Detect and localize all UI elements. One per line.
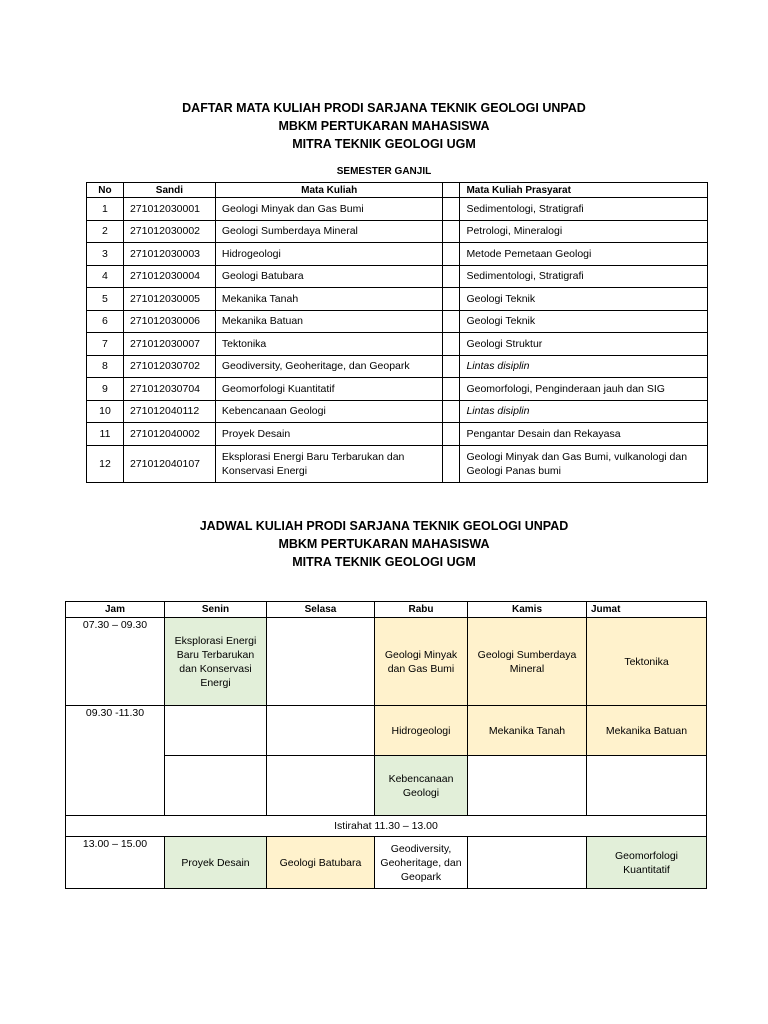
course-row: [87, 220, 708, 243]
semester-label: SEMESTER GANJIL: [336, 166, 432, 177]
course-row: [87, 310, 708, 333]
course-sandi: 271012040002: [123, 423, 215, 446]
course-row: [87, 378, 708, 401]
course-row: [87, 355, 708, 378]
course-row: [87, 333, 708, 356]
course-prasyarat: Geologi Struktur: [460, 333, 708, 356]
course-name: Proyek Desain: [215, 423, 443, 446]
course-spacer: [443, 288, 460, 311]
course-spacer: [443, 333, 460, 356]
schedule-row: [66, 706, 707, 756]
course-no: 9: [87, 378, 124, 401]
schedule-cell-senin: Eksplorasi Energi Baru Terbarukan dan Konservasi Energi: [165, 618, 267, 706]
schedule-row: [66, 618, 707, 706]
course-spacer: [443, 310, 460, 333]
course-name: Geomorfologi Kuantitatif: [215, 378, 443, 401]
course-spacer: [443, 423, 460, 446]
schedule-cell-senin: [165, 756, 267, 816]
schedule-cell-senin: [165, 706, 267, 756]
schedule-cell-selasa: [267, 618, 375, 706]
course-row: [87, 198, 708, 221]
course-no: 11: [87, 423, 124, 446]
course-sandi: 271012040112: [123, 400, 215, 423]
course-name: Hidrogeologi: [215, 243, 443, 266]
schedule-cell-rabu: Geologi Minyak dan Gas Bumi: [375, 618, 468, 706]
course-row: [87, 265, 708, 288]
break-row: [66, 816, 707, 837]
course-row: [87, 243, 708, 266]
course-prasyarat: Petrologi, Mineralogi: [460, 220, 708, 243]
course-prasyarat: Pengantar Desain dan Rekayasa: [460, 423, 708, 446]
title-line: MITRA TEKNIK GEOLOGI UGM: [292, 555, 476, 569]
course-name: Mekanika Tanah: [215, 288, 443, 311]
course-table: [86, 182, 708, 483]
header-rabu: Rabu: [375, 602, 468, 618]
schedule-cell-jumat: [587, 756, 707, 816]
course-spacer: [443, 198, 460, 221]
schedule-cell-kamis: Geologi Sumberdaya Mineral: [468, 618, 587, 706]
header-sandi: Sandi: [123, 183, 215, 198]
schedule-row: [66, 837, 707, 889]
course-no: 4: [87, 265, 124, 288]
title-line: JADWAL KULIAH PRODI SARJANA TEKNIK GEOLOGI UNPAD: [199, 519, 569, 533]
course-name: Geologi Minyak dan Gas Bumi: [215, 198, 443, 221]
course-no: 8: [87, 355, 124, 378]
course-sandi: 271012030702: [123, 355, 215, 378]
course-no: 1: [87, 198, 124, 221]
header-selasa: Selasa: [267, 602, 375, 618]
course-no: 3: [87, 243, 124, 266]
course-no: 10: [87, 400, 124, 423]
course-sandi: 271012030007: [123, 333, 215, 356]
course-sandi: 271012030704: [123, 378, 215, 401]
header-spacer: [443, 183, 460, 198]
time-cell: 07.30 – 09.30: [66, 618, 165, 706]
course-spacer: [443, 243, 460, 266]
course-prasyarat: Geologi Minyak dan Gas Bumi, vulkanologi dan Geologi Panas bumi: [460, 445, 708, 482]
course-name: Eksplorasi Energi Baru Terbarukan dan Konservasi Energi: [215, 445, 443, 482]
course-list-title: [0, 99, 768, 153]
time-cell: 09.30 -11.30: [66, 706, 165, 816]
course-row: [87, 400, 708, 423]
course-name: Geodiversity, Geoheritage, dan Geopark: [215, 355, 443, 378]
course-row: [87, 423, 708, 446]
course-sandi: 271012030003: [123, 243, 215, 266]
header-no: No: [87, 183, 124, 198]
break-cell: Istirahat 11.30 – 13.00: [66, 816, 707, 837]
course-no: 5: [87, 288, 124, 311]
schedule-cell-kamis: [468, 756, 587, 816]
course-sandi: 271012030002: [123, 220, 215, 243]
course-no: 2: [87, 220, 124, 243]
schedule-header: [66, 602, 707, 618]
header-jam: Jam: [66, 602, 165, 618]
schedule-cell-jumat: Tektonika: [587, 618, 707, 706]
course-name: Geologi Sumberdaya Mineral: [215, 220, 443, 243]
course-sandi: 271012030005: [123, 288, 215, 311]
title-line: MBKM PERTUKARAN MAHASISWA: [278, 119, 490, 133]
course-name: Tektonika: [215, 333, 443, 356]
course-row: [87, 288, 708, 311]
course-spacer: [443, 220, 460, 243]
course-name: Kebencanaan Geologi: [215, 400, 443, 423]
time-cell: 13.00 – 15.00: [66, 837, 165, 889]
schedule-title: [0, 517, 768, 571]
schedule-cell-rabu: Geodiversity, Geoheritage, dan Geopark: [375, 837, 468, 889]
course-table-body: [87, 198, 708, 483]
course-spacer: [443, 400, 460, 423]
course-no: 7: [87, 333, 124, 356]
schedule-table: [65, 601, 707, 889]
title-line: MITRA TEKNIK GEOLOGI UGM: [292, 137, 476, 151]
course-prasyarat: Geomorfologi, Penginderaan jauh dan SIG: [460, 378, 708, 401]
header-senin: Senin: [165, 602, 267, 618]
course-name: Geologi Batubara: [215, 265, 443, 288]
course-prasyarat: Sedimentologi, Stratigrafi: [460, 198, 708, 221]
course-sandi: 271012030004: [123, 265, 215, 288]
course-no: 6: [87, 310, 124, 333]
schedule-cell-selasa: [267, 706, 375, 756]
schedule-cell-selasa: [267, 756, 375, 816]
course-prasyarat: Geologi Teknik: [460, 288, 708, 311]
course-sandi: 271012030006: [123, 310, 215, 333]
schedule-cell-kamis: [468, 837, 587, 889]
schedule-cell-rabu: Hidrogeologi: [375, 706, 468, 756]
schedule-cell-senin: Proyek Desain: [165, 837, 267, 889]
title-line: DAFTAR MATA KULIAH PRODI SARJANA TEKNIK GEOLOGI UNPAD: [182, 101, 586, 115]
course-spacer: [443, 445, 460, 482]
schedule-cell-jumat: Mekanika Batuan: [587, 706, 707, 756]
schedule-cell-kamis: Mekanika Tanah: [468, 706, 587, 756]
schedule-cell-jumat: Geomorfologi Kuantitatif: [587, 837, 707, 889]
title-line: MBKM PERTUKARAN MAHASISWA: [278, 537, 490, 551]
course-prasyarat: Lintas disiplin: [460, 355, 708, 378]
course-prasyarat: Lintas disiplin: [460, 400, 708, 423]
header-kamis: Kamis: [468, 602, 587, 618]
course-spacer: [443, 355, 460, 378]
schedule-cell-rabu: Kebencanaan Geologi: [375, 756, 468, 816]
header-prasyarat: Mata Kuliah Prasyarat: [460, 183, 708, 198]
course-row: [87, 445, 708, 482]
course-name: Mekanika Batuan: [215, 310, 443, 333]
course-sandi: 271012040107: [123, 445, 215, 482]
header-jumat: Jumat: [587, 602, 707, 618]
course-no: 12: [87, 445, 124, 482]
course-spacer: [443, 378, 460, 401]
course-table-header: [87, 183, 708, 198]
schedule-cell-selasa: Geologi Batubara: [267, 837, 375, 889]
course-sandi: 271012030001: [123, 198, 215, 221]
course-prasyarat: Metode Pemetaan Geologi: [460, 243, 708, 266]
course-prasyarat: Sedimentologi, Stratigrafi: [460, 265, 708, 288]
course-prasyarat: Geologi Teknik: [460, 310, 708, 333]
course-spacer: [443, 265, 460, 288]
header-mata-kuliah: Mata Kuliah: [215, 183, 443, 198]
